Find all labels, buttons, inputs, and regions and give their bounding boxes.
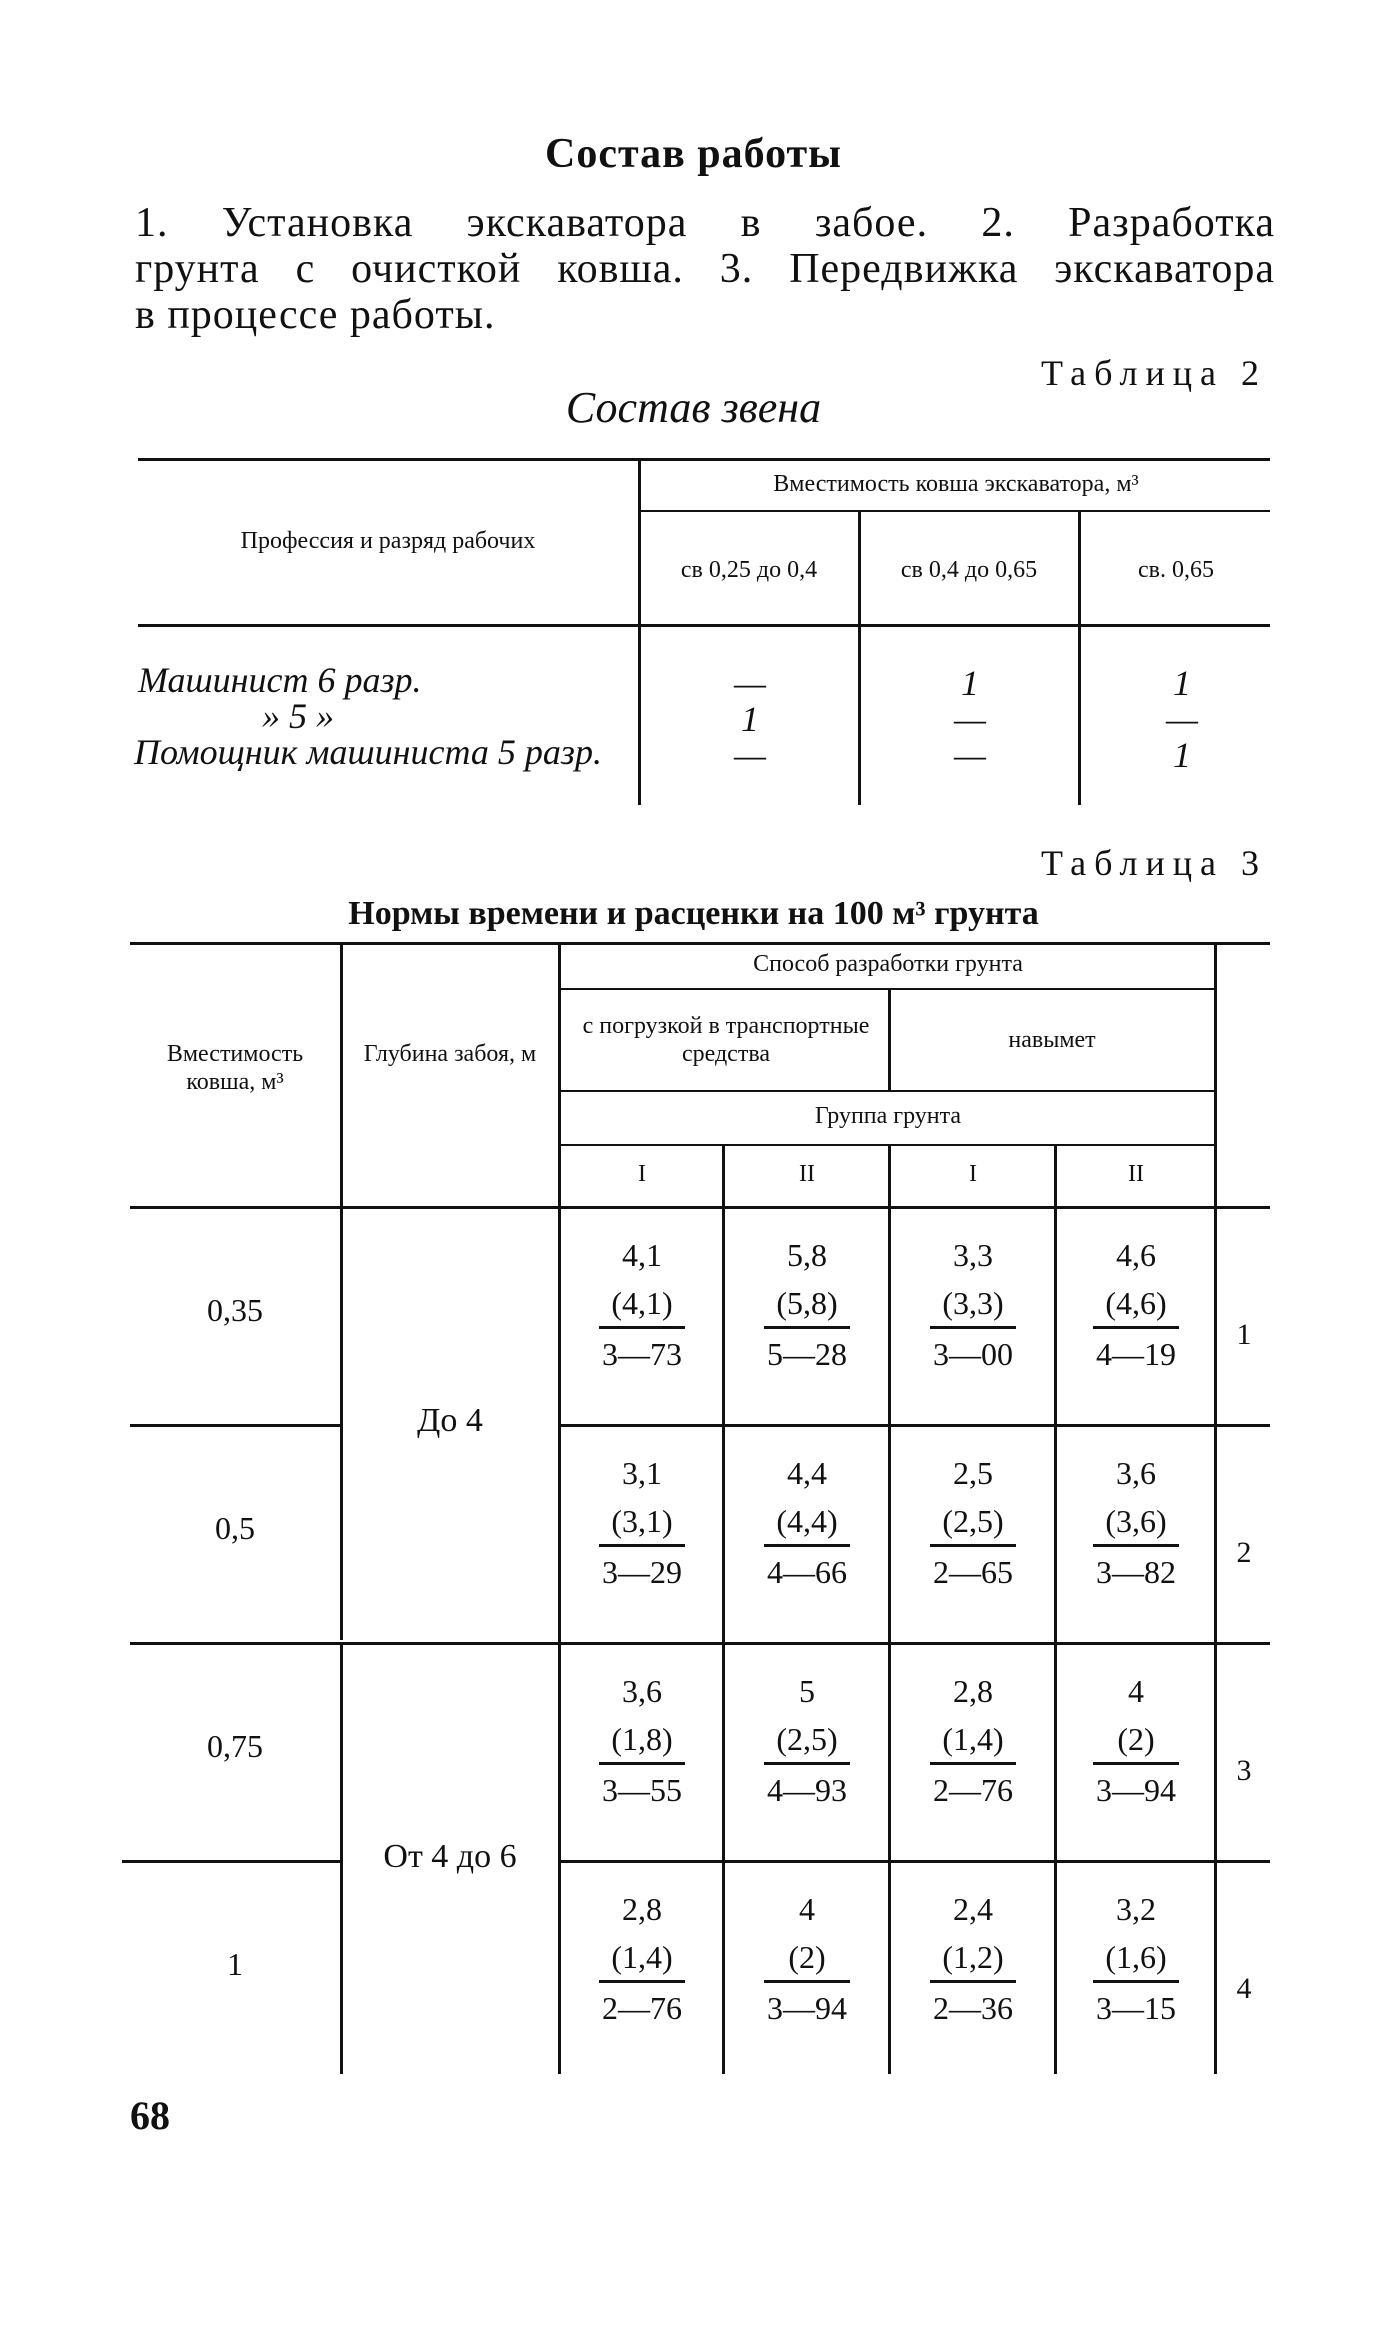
- norm-cell: [726, 1666, 888, 1811]
- norm-time-alt: (1,4): [942, 1721, 1004, 1757]
- table-rule: [560, 1424, 1270, 1427]
- table-rule: [558, 944, 561, 2074]
- crew-value: 1: [741, 699, 759, 739]
- table-rule: [130, 1206, 1270, 1209]
- norm-time-alt: (5,8): [776, 1285, 838, 1321]
- capacity-value: 0,5: [215, 1510, 255, 1546]
- capacity-value: 0,35: [207, 1292, 263, 1328]
- soil-group-header: II: [799, 1161, 815, 1187]
- norm-time-alt: (3,3): [942, 1285, 1004, 1321]
- norm-time-alt: (3,6): [1105, 1503, 1167, 1539]
- norm-rate: 2—36: [933, 1990, 1013, 2026]
- col-header-capacity: Вместимость ковша экскаватора, м³: [773, 471, 1139, 497]
- col-header-loading: с погрузкой в транспортные средства: [582, 1013, 870, 1067]
- norm-cell: [1058, 1884, 1214, 2029]
- depth-value: От 4 до 6: [383, 1838, 517, 1875]
- norm-cell: [892, 1230, 1054, 1375]
- norm-time: 5,8: [787, 1237, 827, 1273]
- norm-cell: [892, 1666, 1054, 1811]
- table-rule: [560, 1860, 1270, 1863]
- row-number: 2: [1236, 1536, 1252, 1569]
- norm-time: 3,3: [953, 1237, 993, 1273]
- crew-value: 1: [1173, 663, 1191, 703]
- paragraph-line: грунта с очисткой ковша. 3. Передвижка экскаватора: [135, 246, 1275, 292]
- crew-value: —: [733, 735, 766, 775]
- norm-time-alt: (1,6): [1105, 1939, 1167, 1975]
- norm-time-alt: (4,4): [776, 1503, 838, 1539]
- col-header-profession: Профессия и разряд рабочих: [240, 528, 536, 554]
- norm-rate: 3—55: [602, 1772, 682, 1808]
- norm-time: 3,6: [1116, 1455, 1156, 1491]
- paragraph-line: 1. Установка экскаватора в забое. 2. Разработка: [135, 200, 1275, 246]
- norm-time-alt: (2): [1117, 1721, 1155, 1757]
- norm-time-alt: (1,4): [611, 1939, 673, 1975]
- table-rule: [340, 1208, 343, 1640]
- crew-value: 1: [961, 663, 979, 703]
- norm-rate: 4—93: [767, 1772, 847, 1808]
- table-rule: [1054, 1146, 1057, 2074]
- norm-time: 2,8: [622, 1891, 662, 1927]
- norm-time: 3,2: [1116, 1891, 1156, 1927]
- norm-time-alt: (4,1): [611, 1285, 673, 1321]
- table2-title: Состав звена: [565, 383, 822, 432]
- norm-cell: [726, 1448, 888, 1593]
- norm-time: 4,1: [622, 1237, 662, 1273]
- norm-time: 3,1: [622, 1455, 662, 1491]
- norm-cell: [1058, 1230, 1214, 1375]
- crew-row-name: Машинист 6 разр.: [138, 660, 422, 700]
- norm-rate: 4—66: [767, 1554, 847, 1590]
- table3-title: Нормы времени и расценки на 100 м³ грунта: [348, 895, 1039, 932]
- table-rule: [340, 1644, 343, 2074]
- table3-label: Таблица 3: [1041, 843, 1267, 883]
- table-rule: [640, 510, 1270, 512]
- crew-value: —: [953, 699, 986, 739]
- table-rule: [560, 1090, 1215, 1092]
- section-title: Состав работы: [545, 131, 842, 177]
- crew-row-name: » 5 »: [262, 696, 334, 736]
- table-rule: [340, 944, 343, 1206]
- capacity-value: 1: [227, 1946, 243, 1982]
- subcol-header: св 0,4 до 0,65: [900, 557, 1038, 583]
- row-number: 1: [1236, 1318, 1252, 1351]
- norm-rate: 2—76: [602, 1990, 682, 2026]
- norm-time: 2,8: [953, 1673, 993, 1709]
- soil-group-header: I: [969, 1161, 977, 1187]
- norm-rate: 2—65: [933, 1554, 1013, 1590]
- norm-time: 4,6: [1116, 1237, 1156, 1273]
- norm-cell: [562, 1666, 722, 1811]
- norm-rate: 5—28: [767, 1336, 847, 1372]
- row-number: 4: [1236, 1972, 1252, 2005]
- table-rule: [138, 624, 1270, 627]
- capacity-value: 0,75: [207, 1728, 263, 1764]
- table-rule: [138, 458, 1270, 461]
- subcol-header: св 0,25 до 0,4: [680, 557, 818, 583]
- norm-time-alt: (2,5): [942, 1503, 1004, 1539]
- soil-group-header: I: [638, 1161, 646, 1187]
- norm-time: 2,4: [953, 1891, 993, 1927]
- subcol-header: св. 0,65: [1138, 557, 1214, 583]
- norm-cell: [562, 1230, 722, 1375]
- norm-time: 4: [799, 1891, 815, 1927]
- norm-time: 4,4: [787, 1455, 827, 1491]
- col-header-method: Способ разработки грунта: [753, 951, 1023, 977]
- norm-cell: [726, 1230, 888, 1375]
- norm-rate: 3—94: [767, 1990, 847, 2026]
- norm-time: 2,5: [953, 1455, 993, 1491]
- norm-time-alt: (1,2): [942, 1939, 1004, 1975]
- norm-rate: 4—19: [1096, 1336, 1176, 1372]
- paragraph-line: в процессе работы.: [135, 292, 496, 338]
- table-rule: [1214, 944, 1217, 2074]
- norm-rate: 3—15: [1096, 1990, 1176, 2026]
- norm-rate: 2—76: [933, 1772, 1013, 1808]
- norm-time-alt: (2): [788, 1939, 826, 1975]
- table-rule: [638, 460, 641, 805]
- table2-label: Таблица 2: [1041, 353, 1267, 393]
- page-number: 68: [130, 2093, 170, 2138]
- table-rule: [888, 988, 891, 1090]
- table-rule: [722, 1146, 725, 2074]
- crew-value: —: [733, 663, 766, 703]
- table-rule: [130, 942, 1270, 945]
- depth-value: До 4: [417, 1402, 483, 1439]
- norm-cell: [726, 1884, 888, 2029]
- col-header-dump: навымет: [1008, 1027, 1096, 1053]
- norm-rate: 3—00: [933, 1336, 1013, 1372]
- crew-value: —: [953, 735, 986, 775]
- norm-cell: [562, 1448, 722, 1593]
- norm-time: 3,6: [622, 1673, 662, 1709]
- norm-cell: [892, 1884, 1054, 2029]
- norm-time: 5: [799, 1673, 815, 1709]
- norm-rate: 3—94: [1096, 1772, 1176, 1808]
- table-rule: [1078, 512, 1081, 805]
- norm-cell: [1058, 1666, 1214, 1811]
- crew-value: 1: [1173, 735, 1191, 775]
- norm-cell: [1058, 1448, 1214, 1593]
- col-header-depth: Глубина забоя, м: [363, 1041, 537, 1067]
- crew-value: —: [1165, 699, 1198, 739]
- norm-cell: [892, 1448, 1054, 1593]
- norm-time-alt: (3,1): [611, 1503, 673, 1539]
- table-rule: [858, 512, 861, 805]
- crew-row-name: Помощник машиниста 5 разр.: [134, 732, 602, 772]
- norm-cell: [562, 1884, 722, 2029]
- norm-rate: 3—82: [1096, 1554, 1176, 1590]
- table-rule: [122, 1860, 340, 1863]
- norm-time-alt: (1,8): [611, 1721, 673, 1757]
- norm-rate: 3—73: [602, 1336, 682, 1372]
- row-number: 3: [1236, 1754, 1252, 1787]
- table-rule: [130, 1642, 1270, 1645]
- section-paragraph: [135, 200, 1275, 338]
- soil-group-header: II: [1128, 1161, 1144, 1187]
- norm-time-alt: (2,5): [776, 1721, 838, 1757]
- norm-rate: 3—29: [602, 1554, 682, 1590]
- norm-time: 4: [1128, 1673, 1144, 1709]
- col-header-soil: Группа грунта: [814, 1103, 962, 1129]
- table-rule: [130, 1424, 340, 1427]
- table-rule: [888, 1146, 891, 2074]
- norm-time-alt: (4,6): [1105, 1285, 1167, 1321]
- col-header-capacity: Вместимость ковша, м³: [166, 1041, 304, 1095]
